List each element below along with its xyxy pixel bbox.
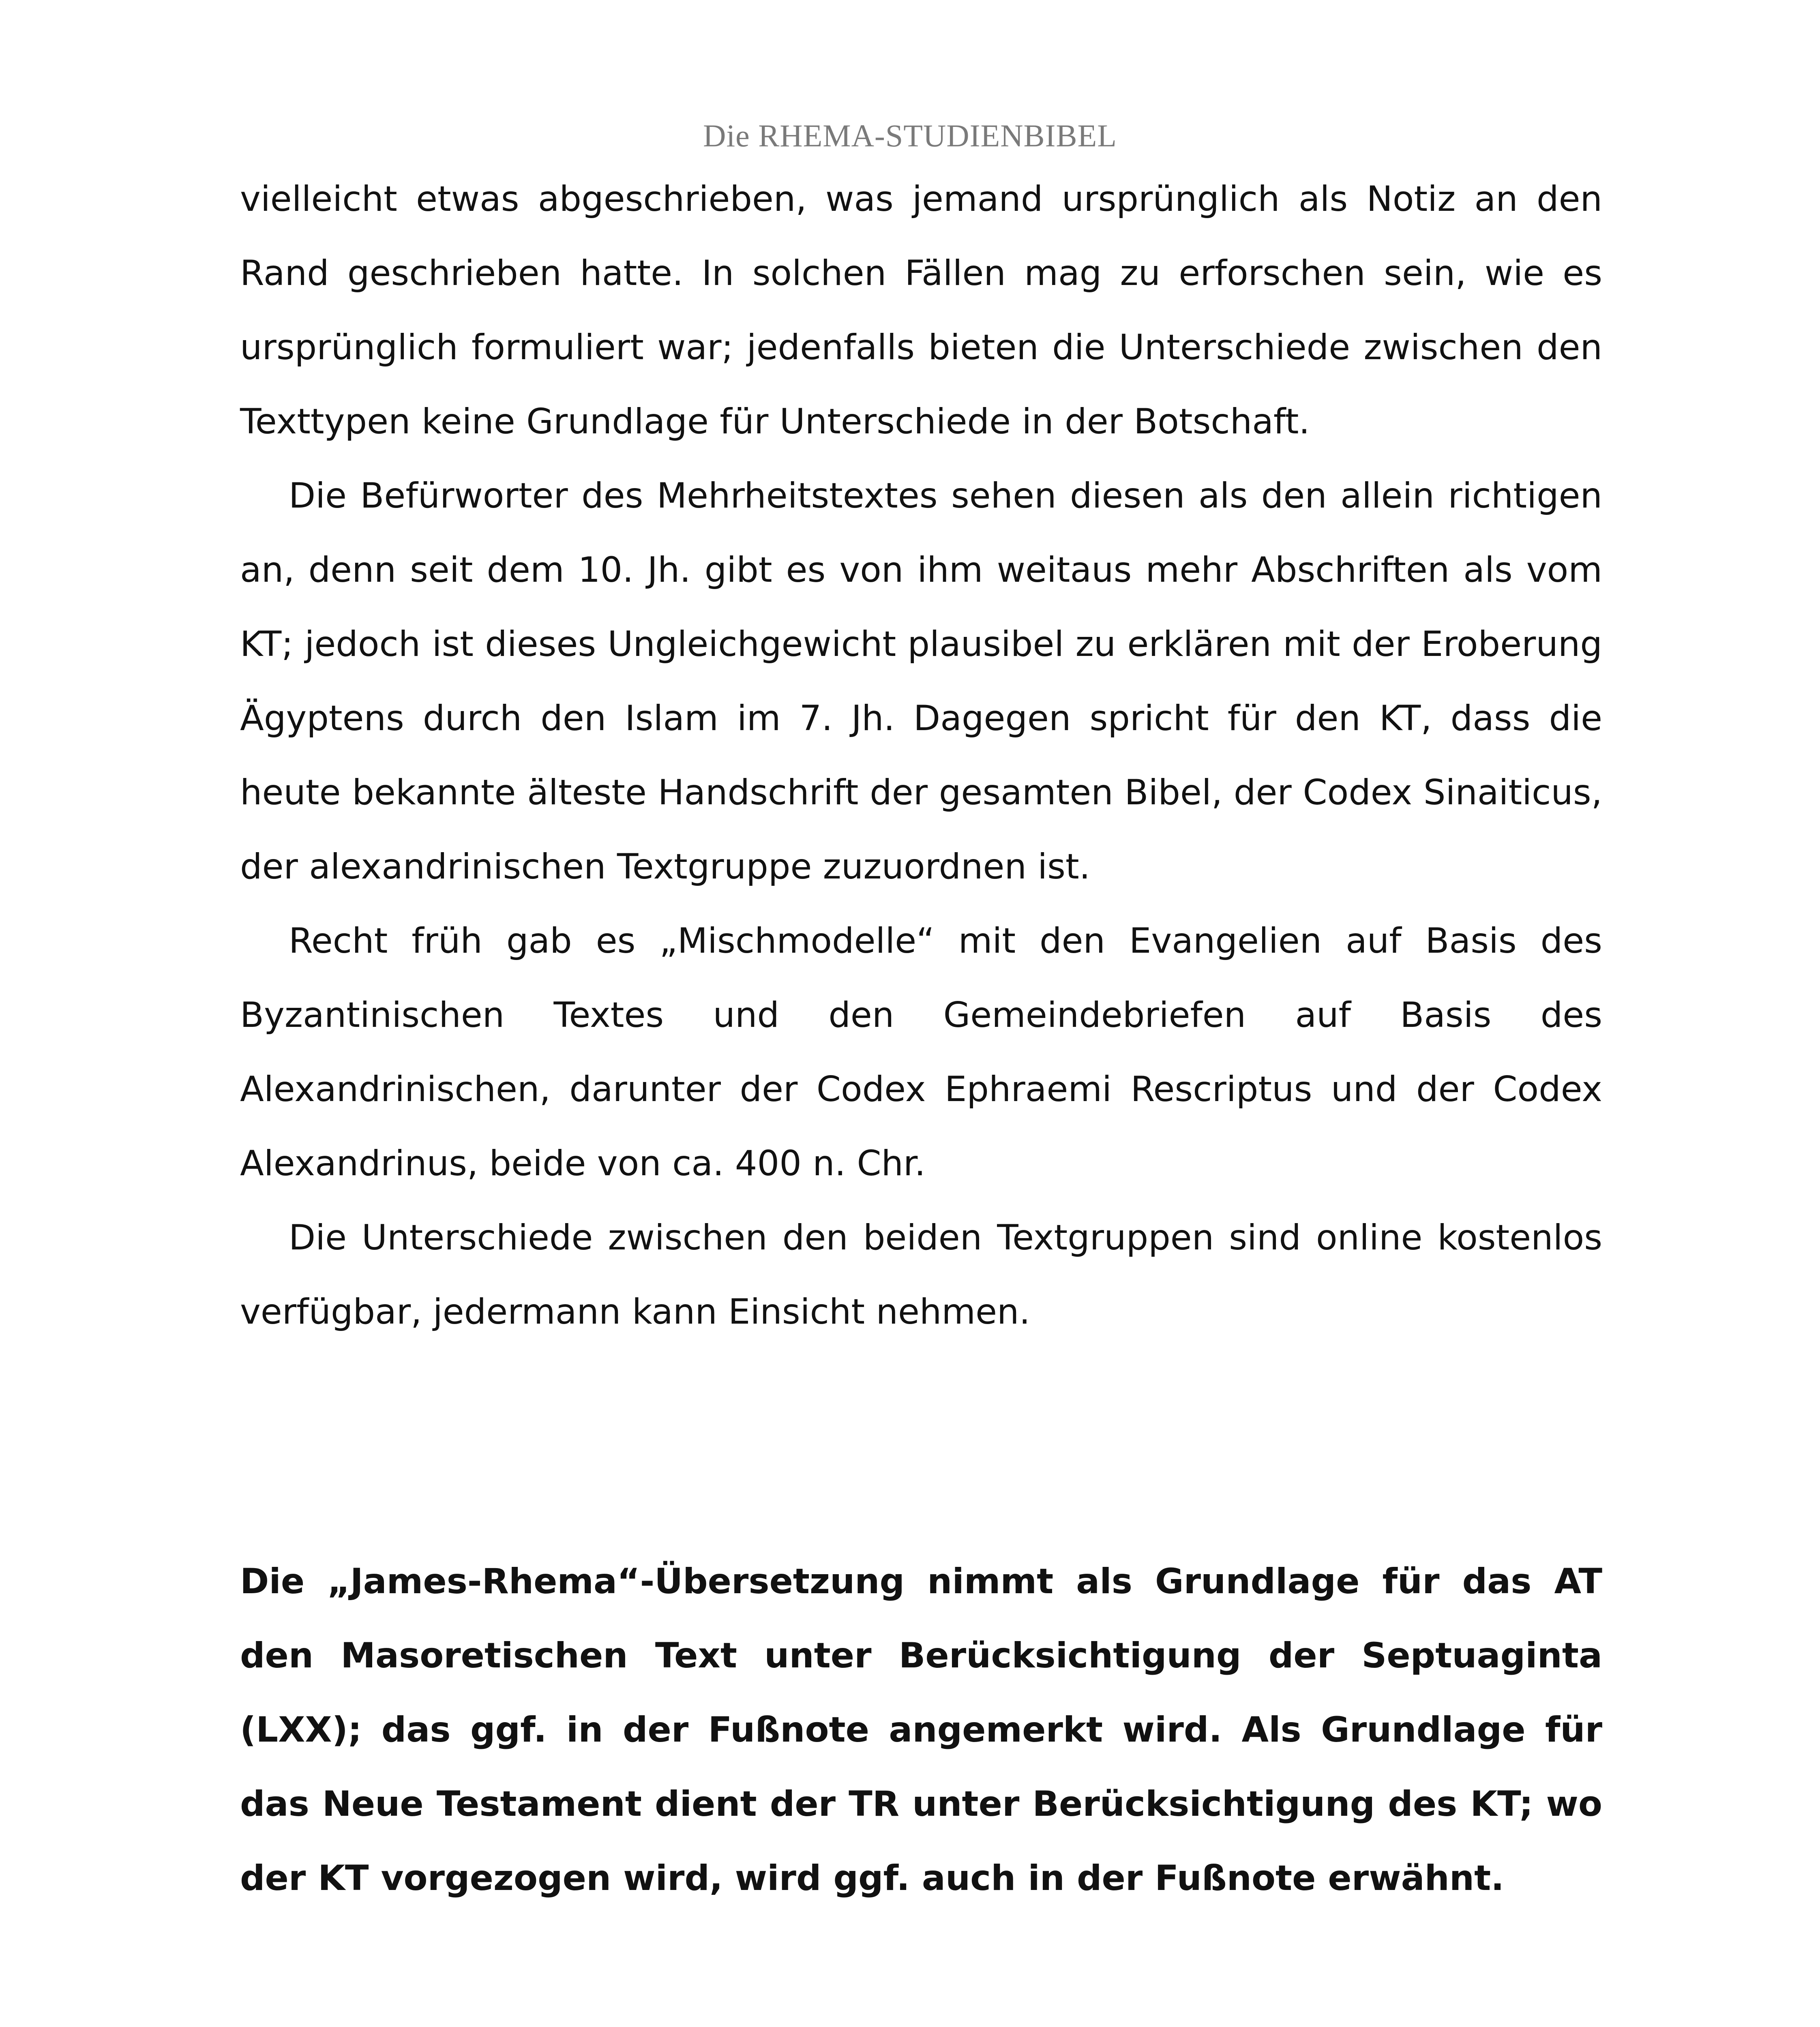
paragraph-continuation: vielleicht etwas abgeschrieben, was jemand ursprünglich als Notiz an den Rand geschrieben hatte. In solchen Fällen mag zu erforschen sein, wie es ursprünglich formuliert war; jedenfalls bieten die Unterschiede zwischen den Texttypen keine Grundlage für Unterschiede in der Botschaft. [240,179,1602,442]
body-text [240,162,1602,1349]
paragraph-online-differences: Die Unterschiede zwischen den beiden Textgruppen sind online kostenlos verfügbar, jedermann kann Einsicht nehmen. [240,1217,1602,1332]
translation-basis-statement: Die „James-Rhema“-Übersetzung nimmt als Grundlage für das AT den Masoretischen Text unter Berücksichtigung der Septuaginta (LXX); das ggf. in der Fußnote angemerkt wird. Als Grundlage für das Neue Testament dient der TR unter Berücksichtigung des KT; wo der KT vorgezogen wird, wird ggf. auch in der Fußnote erwähnt. [240,1561,1602,1898]
paragraph-mixed-models: Recht früh gab es „Mischmodelle“ mit den Evangelien auf Basis des Byzantinischen Textes und den Gemeindebriefen auf Basis des Alexandrinischen, darunter der Codex Ephraemi Rescriptus und der Codex Alexandrinus, beide von ca. 400 n. Chr. [240,921,1602,1184]
paragraph-majority-text: Die Befürworter des Mehrheitstextes sehen diesen als den allein richtigen an, denn seit dem 10. Jh. gibt es von ihm weitaus mehr Abschriften als vom KT; jedoch ist dieses Ungleichgewicht plausibel zu erklären mit der Eroberung Ägyptens durch den Islam im 7. Jh. Dagegen spricht für den KT, dass die heute bekannte älteste Handschrift der gesamten Bibel, der Codex Sinaiticus, der alexandrinischen Textgruppe zuzuordnen ist. [240,476,1602,887]
page-header-title: Die RHEMA-STUDIENBIBEL [703,118,1117,153]
